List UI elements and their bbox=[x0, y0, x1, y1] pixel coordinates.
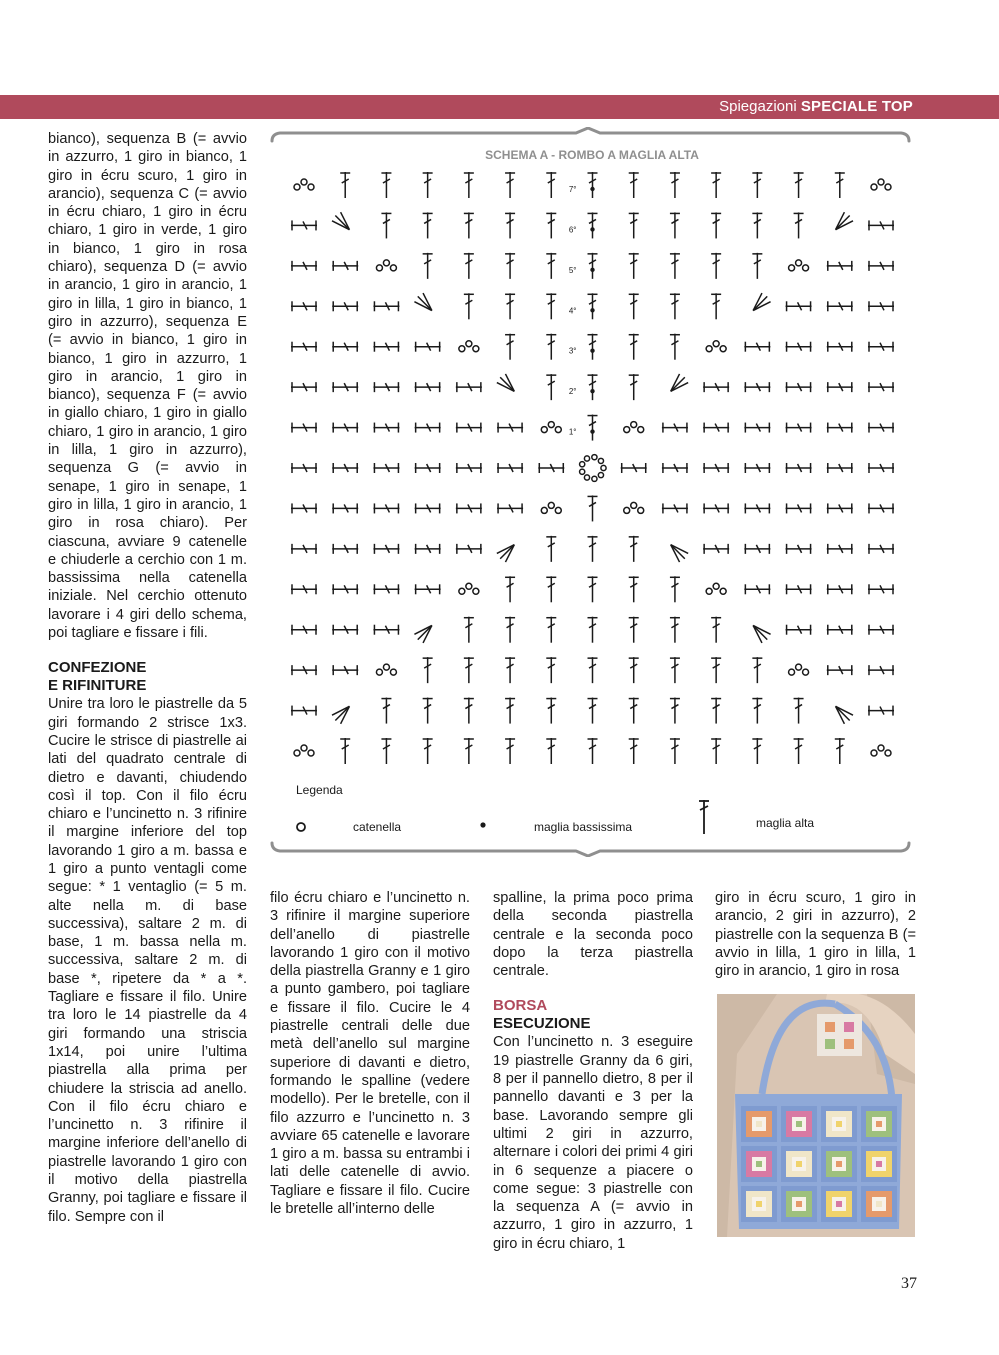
text-column-3 bbox=[493, 889, 693, 1253]
double-crochet-stitch bbox=[703, 423, 729, 433]
crochet-chart bbox=[266, 127, 915, 857]
double-crochet-stitch bbox=[588, 738, 598, 764]
double-crochet-stitch bbox=[629, 374, 639, 400]
paragraph: giro in écru scuro, 1 giro in arancio, 2 giri in azzurro), 2 piastrelle con la sequenza B (= avvio in lilla, 1 giro in lilla, 1 giro in arancio, 1 giro in rosa bbox=[715, 890, 916, 980]
double-crochet-stitch bbox=[670, 617, 680, 643]
double-crochet-stitch bbox=[291, 463, 317, 473]
corner-chain-space bbox=[871, 179, 891, 190]
double-crochet-stitch bbox=[703, 503, 729, 513]
double-crochet-stitch bbox=[744, 544, 770, 554]
double-crochet-stitch bbox=[786, 503, 812, 513]
double-crochet-stitch bbox=[415, 423, 441, 433]
double-crochet-stitch bbox=[786, 301, 812, 311]
crochet-schema bbox=[266, 127, 915, 857]
double-crochet-stitch bbox=[332, 625, 358, 635]
double-crochet-stitch bbox=[423, 738, 433, 764]
double-crochet-stitch bbox=[827, 665, 853, 675]
section-header-text bbox=[719, 95, 913, 119]
double-crochet-stitch bbox=[827, 584, 853, 594]
double-crochet-stitch bbox=[497, 423, 523, 433]
round-label: 2° bbox=[568, 387, 577, 397]
double-crochet-stitch bbox=[332, 544, 358, 554]
double-crochet-stitch bbox=[868, 706, 894, 716]
double-crochet-stitch bbox=[546, 657, 556, 683]
granny-tile bbox=[861, 1186, 897, 1222]
double-crochet-stitch bbox=[835, 738, 845, 764]
granny-tile bbox=[821, 1186, 857, 1222]
double-crochet-stitch bbox=[794, 172, 804, 198]
double-crochet-stitch bbox=[711, 253, 721, 279]
double-crochet-stitch bbox=[332, 301, 358, 311]
double-crochet-stitch bbox=[423, 657, 433, 683]
double-crochet-stitch bbox=[546, 172, 556, 198]
double-crochet-stitch bbox=[291, 220, 317, 230]
double-crochet-stitch bbox=[291, 342, 317, 352]
double-crochet-stitch bbox=[423, 212, 433, 238]
double-crochet-stitch bbox=[373, 584, 399, 594]
double-crochet-stitch bbox=[546, 698, 556, 724]
legend-label: maglia bassissima bbox=[534, 820, 633, 834]
double-crochet-stitch bbox=[588, 536, 598, 562]
double-crochet-stitch bbox=[373, 625, 399, 635]
double-crochet-stitch bbox=[868, 584, 894, 594]
paragraph: filo écru chiaro e l’uncinetto n. 3 rifinire il margine superiore dell’anello di piastrelle lavorando 1 giro con il motivo della piastrella Granny e 1 giro a punto gambero, poi tagliare e fissare il filo. Cucire le 4 piastrelle centrali delle due metà dell’anello sul margine superiore di davanti e dietro, formando le spalline (vedere modello). Per le bretelle, con il filo azzurro e l’uncinetto n. 3 avviare 65 catenelle e lavorare 1 giro a m. bassa su entrambi i lati delle catenelle di avvio. Tagliare e fissare il filo. Cucire le bretelle all’interno delle bbox=[270, 890, 470, 1218]
double-crochet-stitch bbox=[373, 301, 399, 311]
double-crochet-stitch bbox=[868, 665, 894, 675]
double-crochet-stitch bbox=[381, 738, 391, 764]
double-crochet-stitch bbox=[291, 625, 317, 635]
corner-chain-space bbox=[789, 260, 809, 271]
double-crochet-stitch bbox=[291, 301, 317, 311]
double-crochet-stitch bbox=[662, 503, 688, 513]
corner-stitch-group bbox=[753, 293, 770, 310]
double-crochet-stitch bbox=[794, 698, 804, 724]
double-crochet-stitch bbox=[456, 382, 482, 392]
page-number: 37 bbox=[901, 1275, 917, 1292]
double-crochet-stitch bbox=[291, 382, 317, 392]
double-crochet-stitch bbox=[868, 503, 894, 513]
double-crochet-stitch bbox=[456, 423, 482, 433]
double-crochet-stitch bbox=[786, 625, 812, 635]
section-heading: ESECUZIONE bbox=[493, 1015, 591, 1033]
double-crochet-stitch bbox=[868, 463, 894, 473]
double-crochet-stitch bbox=[373, 463, 399, 473]
double-crochet-stitch bbox=[373, 423, 399, 433]
granny-tile bbox=[741, 1186, 777, 1222]
corner-chain-space bbox=[294, 745, 314, 756]
double-crochet-stitch bbox=[464, 293, 474, 319]
double-crochet-stitch bbox=[868, 220, 894, 230]
round-label: 4° bbox=[568, 306, 577, 316]
double-crochet-stitch bbox=[291, 423, 317, 433]
double-crochet-stitch bbox=[588, 415, 598, 441]
double-crochet-stitch bbox=[505, 576, 515, 602]
double-crochet-stitch bbox=[415, 584, 441, 594]
double-crochet-stitch bbox=[670, 293, 680, 319]
double-crochet-stitch bbox=[752, 657, 762, 683]
slip-stitch-dot bbox=[590, 308, 594, 312]
double-crochet-stitch bbox=[415, 382, 441, 392]
double-crochet-stitch bbox=[456, 503, 482, 513]
double-crochet-stitch bbox=[629, 334, 639, 360]
double-crochet-stitch bbox=[464, 212, 474, 238]
double-crochet-stitch bbox=[373, 382, 399, 392]
double-crochet-stitch bbox=[423, 253, 433, 279]
double-crochet-stitch bbox=[464, 698, 474, 724]
double-crochet-stitch bbox=[868, 382, 894, 392]
double-crochet-stitch bbox=[670, 212, 680, 238]
double-crochet-stitch bbox=[505, 657, 515, 683]
double-crochet-stitch bbox=[332, 503, 358, 513]
double-crochet-stitch bbox=[423, 698, 433, 724]
corner-chain-space bbox=[706, 341, 726, 352]
section-heading: CONFEZIONE bbox=[48, 659, 147, 677]
corner-chain-space bbox=[459, 583, 479, 594]
double-crochet-stitch bbox=[629, 698, 639, 724]
double-crochet-stitch bbox=[505, 617, 515, 643]
round-label: 7° bbox=[568, 185, 577, 194]
corner-stitch-group bbox=[671, 374, 688, 391]
double-crochet-stitch bbox=[868, 261, 894, 271]
corner-stitch-group bbox=[836, 212, 853, 229]
corner-chain-space bbox=[376, 664, 396, 675]
double-crochet-stitch bbox=[456, 544, 482, 554]
double-crochet-stitch bbox=[373, 342, 399, 352]
double-crochet-stitch bbox=[629, 657, 639, 683]
double-crochet-stitch bbox=[381, 698, 391, 724]
round-label: 1° bbox=[568, 427, 577, 437]
granny-tile bbox=[781, 1106, 817, 1142]
schema-top-border bbox=[272, 128, 909, 141]
double-crochet-stitch bbox=[588, 334, 598, 360]
double-crochet-stitch bbox=[332, 665, 358, 675]
double-crochet-stitch bbox=[670, 738, 680, 764]
double-crochet-stitch bbox=[456, 463, 482, 473]
double-crochet-stitch bbox=[868, 625, 894, 635]
double-crochet-stitch bbox=[670, 657, 680, 683]
double-crochet-stitch bbox=[588, 657, 598, 683]
header-prefix: Spiegazioni bbox=[719, 98, 797, 115]
double-crochet-stitch bbox=[827, 503, 853, 513]
corner-stitch-group bbox=[671, 545, 688, 562]
double-crochet-stitch bbox=[629, 253, 639, 279]
text-column-4 bbox=[715, 889, 916, 980]
double-crochet-stitch bbox=[711, 698, 721, 724]
paragraph: Unire tra loro le piastrelle da 5 giri formando 2 strisce 1x3. Cucire le strisce di piastrelle ai lati del quadrato centrale di dietro e davanti, chiudendo così il top. Con il filo écru chiaro e l’uncinetto n. 3 rifinire il margine inferiore del top lavorando 1 giro a m. bassa e 1 giro a punto ventagli come segue: * 1 ventaglio (= 5 m. alte nella m. di base successiva), saltare 2 m. di base, 1 m. bassa nella m. successiva, saltare 2 m. di base *, ripetere da * a *. Tagliare e fissare il filo. Unire tra loro le 14 piastrelle da 4 giri formando una striscia 1x14, poi unire l’ultima piastrella alla prima per chiudere la striscia ad anello. Con il filo écru chiaro e l’uncinetto n. 3 rifinire il margine inferiore dell’anello di piastrelle lavorando 1 giro con il motivo della piastrella Granny, poi tagliare e fissare il filo. Sempre con il bbox=[48, 696, 247, 1225]
granny-tile bbox=[821, 1146, 857, 1182]
double-crochet-stitch bbox=[868, 301, 894, 311]
schema-title: SCHEMA A - ROMBO A MAGLIA ALTA bbox=[485, 148, 699, 162]
slip-stitch-dot bbox=[590, 429, 594, 433]
schema-bottom-border bbox=[272, 843, 909, 856]
round-label: 5° bbox=[568, 265, 577, 275]
corner-chain-space bbox=[294, 179, 314, 190]
double-crochet-stitch bbox=[588, 495, 598, 521]
double-crochet-stitch bbox=[786, 584, 812, 594]
double-crochet-stitch bbox=[505, 698, 515, 724]
double-crochet-stitch bbox=[786, 342, 812, 352]
corner-stitch-group bbox=[332, 212, 349, 229]
double-crochet-stitch bbox=[464, 657, 474, 683]
slip-stitch-dot bbox=[590, 187, 594, 191]
double-crochet-stitch bbox=[588, 617, 598, 643]
double-crochet-stitch bbox=[786, 423, 812, 433]
double-crochet-stitch bbox=[381, 212, 391, 238]
double-crochet-stitch bbox=[752, 253, 762, 279]
double-crochet-stitch bbox=[381, 172, 391, 198]
corner-stitch-group bbox=[497, 545, 514, 562]
legend-slip-stitch-dot-icon bbox=[480, 822, 485, 827]
corner-chain-space bbox=[624, 422, 644, 433]
double-crochet-stitch bbox=[744, 463, 770, 473]
double-crochet-stitch bbox=[752, 738, 762, 764]
double-crochet-stitch bbox=[703, 382, 729, 392]
double-crochet-stitch bbox=[827, 342, 853, 352]
granny-tile bbox=[741, 1106, 777, 1142]
double-crochet-stitch bbox=[423, 172, 433, 198]
double-crochet-stitch bbox=[744, 423, 770, 433]
paragraph: bianco), sequenza B (= avvio in azzurro, 1 giro in bianco, 1 giro in écru scuro, 1 giro in arancio), sequenza C (= avvio in écru chiaro, 1 giro in écru chiaro, 1 giro in verde, 1 giro in bianco, 1 giro in rosa chiaro), sequenza D (= avvio in arancio, 1 giro in arancio, 1 giro in lilla, 1 giro in bianco, 1 giro in azzurro), sequenza E (= avvio in bianco, 1 giro in bianco, 1 giro in azzurro, 1 giro in arancio, 1 giro in bianco), sequenza F (= avvio in giallo chiaro, 1 giro in giallo chiaro, 1 giro in arancio, 1 giro in lilla, 1 giro in azzurro), sequenza G (= avvio in senape, 1 giro in senape, 1 giro in lilla, 1 giro in arancio, 1 giro in rosa chiaro). Per ciascuna, avviare 9 catenelle e chiuderle a cerchio con 1 m. bassissima nella catenella iniziale. Nel cerchio ottenuto lavorare i 4 giri dello schema, poi tagliare e fissare i fili. bbox=[48, 131, 247, 642]
double-crochet-stitch bbox=[629, 617, 639, 643]
double-crochet-stitch bbox=[546, 253, 556, 279]
double-crochet-stitch bbox=[711, 172, 721, 198]
section-header-bar bbox=[0, 95, 999, 119]
corner-chain-space bbox=[459, 341, 479, 352]
header-title: SPECIALE TOP bbox=[800, 98, 913, 115]
double-crochet-stitch bbox=[588, 253, 598, 279]
double-crochet-stitch bbox=[629, 576, 639, 602]
double-crochet-stitch bbox=[332, 342, 358, 352]
granny-tile bbox=[741, 1146, 777, 1182]
paragraph: spalline, la prima poco prima della seconda piastrella centrale e la seconda poco dopo la terza piastrella centrale. bbox=[493, 890, 693, 980]
double-crochet-stitch bbox=[373, 503, 399, 513]
double-crochet-stitch bbox=[505, 738, 515, 764]
corner-chain-space bbox=[706, 583, 726, 594]
double-crochet-stitch bbox=[711, 657, 721, 683]
legend-title: Legenda bbox=[296, 783, 343, 797]
double-crochet-stitch bbox=[415, 544, 441, 554]
granny-tile bbox=[781, 1186, 817, 1222]
double-crochet-stitch bbox=[464, 172, 474, 198]
granny-tile bbox=[861, 1106, 897, 1142]
double-crochet-stitch bbox=[505, 253, 515, 279]
double-crochet-stitch bbox=[291, 665, 317, 675]
double-crochet-stitch bbox=[332, 584, 358, 594]
double-crochet-stitch bbox=[546, 374, 556, 400]
double-crochet-stitch bbox=[505, 212, 515, 238]
legend-chain-circle-icon bbox=[297, 823, 305, 831]
double-crochet-stitch bbox=[415, 342, 441, 352]
double-crochet-stitch bbox=[629, 172, 639, 198]
double-crochet-stitch bbox=[588, 293, 598, 319]
double-crochet-stitch bbox=[629, 536, 639, 562]
center-chain-ring bbox=[580, 455, 607, 482]
round-label: 3° bbox=[568, 346, 577, 356]
corner-chain-space bbox=[541, 422, 561, 433]
double-crochet-stitch bbox=[332, 423, 358, 433]
double-crochet-stitch bbox=[629, 212, 639, 238]
double-crochet-stitch bbox=[546, 212, 556, 238]
double-crochet-stitch bbox=[711, 212, 721, 238]
double-crochet-stitch bbox=[415, 503, 441, 513]
granny-tile bbox=[861, 1146, 897, 1182]
granny-tile bbox=[781, 1146, 817, 1182]
slip-stitch-dot bbox=[590, 349, 594, 353]
double-crochet-stitch bbox=[588, 374, 598, 400]
section-title: BORSA bbox=[493, 997, 548, 1015]
double-crochet-stitch bbox=[464, 253, 474, 279]
double-crochet-stitch bbox=[546, 536, 556, 562]
double-crochet-stitch bbox=[332, 463, 358, 473]
double-crochet-stitch bbox=[505, 172, 515, 198]
section-heading: E RIFINITURE bbox=[48, 677, 147, 695]
double-crochet-stitch bbox=[744, 503, 770, 513]
double-crochet-stitch bbox=[827, 261, 853, 271]
text-column-2 bbox=[270, 889, 470, 1218]
text-column-1 bbox=[48, 130, 247, 1226]
corner-chain-space bbox=[376, 260, 396, 271]
double-crochet-stitch bbox=[546, 738, 556, 764]
double-crochet-stitch bbox=[621, 463, 647, 473]
double-crochet-stitch bbox=[332, 261, 358, 271]
double-crochet-stitch bbox=[786, 463, 812, 473]
legend-label: catenella bbox=[353, 820, 402, 834]
double-crochet-stitch bbox=[464, 738, 474, 764]
double-crochet-stitch bbox=[752, 212, 762, 238]
double-crochet-stitch bbox=[786, 382, 812, 392]
double-crochet-stitch bbox=[497, 503, 523, 513]
double-crochet-stitch bbox=[827, 382, 853, 392]
slip-stitch-dot bbox=[590, 268, 594, 272]
corner-chain-space bbox=[624, 502, 644, 513]
double-crochet-stitch bbox=[629, 293, 639, 319]
double-crochet-stitch bbox=[497, 463, 523, 473]
double-crochet-stitch bbox=[291, 503, 317, 513]
double-crochet-stitch bbox=[794, 738, 804, 764]
double-crochet-stitch bbox=[588, 576, 598, 602]
double-crochet-stitch bbox=[662, 463, 688, 473]
bag-photo bbox=[717, 994, 915, 1237]
double-crochet-stitch bbox=[662, 423, 688, 433]
double-crochet-stitch bbox=[868, 544, 894, 554]
double-crochet-stitch bbox=[546, 334, 556, 360]
double-crochet-stitch bbox=[670, 698, 680, 724]
double-crochet-stitch bbox=[670, 253, 680, 279]
double-crochet-stitch bbox=[588, 212, 598, 238]
double-crochet-stitch bbox=[291, 261, 317, 271]
double-crochet-stitch bbox=[464, 617, 474, 643]
double-crochet-stitch bbox=[744, 584, 770, 594]
double-crochet-stitch bbox=[835, 172, 845, 198]
corner-chain-space bbox=[541, 502, 561, 513]
legend-double-crochet-icon bbox=[699, 800, 709, 834]
double-crochet-stitch bbox=[786, 544, 812, 554]
corner-chain-space bbox=[871, 745, 891, 756]
double-crochet-stitch bbox=[670, 172, 680, 198]
double-crochet-stitch bbox=[868, 423, 894, 433]
double-crochet-stitch bbox=[703, 544, 729, 554]
double-crochet-stitch bbox=[744, 382, 770, 392]
double-crochet-stitch bbox=[291, 584, 317, 594]
double-crochet-stitch bbox=[505, 334, 515, 360]
double-crochet-stitch bbox=[868, 342, 894, 352]
double-crochet-stitch bbox=[752, 172, 762, 198]
corner-stitch-group bbox=[414, 293, 431, 310]
double-crochet-stitch bbox=[340, 738, 350, 764]
slip-stitch-dot bbox=[590, 227, 594, 231]
double-crochet-stitch bbox=[546, 617, 556, 643]
double-crochet-stitch bbox=[794, 212, 804, 238]
double-crochet-stitch bbox=[827, 423, 853, 433]
corner-stitch-group bbox=[332, 706, 349, 723]
legend-label: maglia alta bbox=[756, 816, 815, 830]
double-crochet-stitch bbox=[373, 544, 399, 554]
double-crochet-stitch bbox=[546, 576, 556, 602]
shoulder-tiles bbox=[817, 1014, 862, 1056]
double-crochet-stitch bbox=[711, 617, 721, 643]
double-crochet-stitch bbox=[827, 544, 853, 554]
double-crochet-stitch bbox=[340, 172, 350, 198]
double-crochet-stitch bbox=[827, 625, 853, 635]
double-crochet-stitch bbox=[291, 706, 317, 716]
double-crochet-stitch bbox=[670, 334, 680, 360]
double-crochet-stitch bbox=[711, 293, 721, 319]
round-label: 6° bbox=[568, 225, 577, 235]
double-crochet-stitch bbox=[629, 738, 639, 764]
granny-tile bbox=[821, 1106, 857, 1142]
double-crochet-stitch bbox=[505, 293, 515, 319]
corner-stitch-group bbox=[753, 625, 770, 642]
paragraph: Con l’uncinetto n. 3 eseguire 19 piastrelle Granny da 6 giri, 8 per il pannello dietro, 8 per il pannello davanti e 3 per la base. Lavorando sempre gli ultimi 2 giri in azzurro, alternare i colori dei primi 4 giri in 6 sequenze a piacere o come segue: 3 piastrelle con la sequenza A (= avvio in azzurro, 1 giro in azzurro, 1 giro in écru chiaro, 1 bbox=[493, 1034, 693, 1252]
double-crochet-stitch bbox=[711, 738, 721, 764]
double-crochet-stitch bbox=[291, 544, 317, 554]
corner-chain-space bbox=[789, 664, 809, 675]
double-crochet-stitch bbox=[546, 293, 556, 319]
double-crochet-stitch bbox=[703, 463, 729, 473]
corner-stitch-group bbox=[497, 374, 514, 391]
stitch-grid bbox=[291, 172, 894, 764]
double-crochet-stitch bbox=[827, 301, 853, 311]
double-crochet-stitch bbox=[744, 342, 770, 352]
double-crochet-stitch bbox=[670, 576, 680, 602]
double-crochet-stitch bbox=[588, 698, 598, 724]
double-crochet-stitch bbox=[415, 463, 441, 473]
double-crochet-stitch bbox=[827, 463, 853, 473]
double-crochet-stitch bbox=[752, 698, 762, 724]
double-crochet-stitch bbox=[588, 172, 598, 198]
double-crochet-stitch bbox=[332, 382, 358, 392]
corner-stitch-group bbox=[414, 625, 431, 642]
corner-stitch-group bbox=[836, 706, 853, 723]
double-crochet-stitch bbox=[538, 463, 564, 473]
slip-stitch-dot bbox=[590, 389, 594, 393]
